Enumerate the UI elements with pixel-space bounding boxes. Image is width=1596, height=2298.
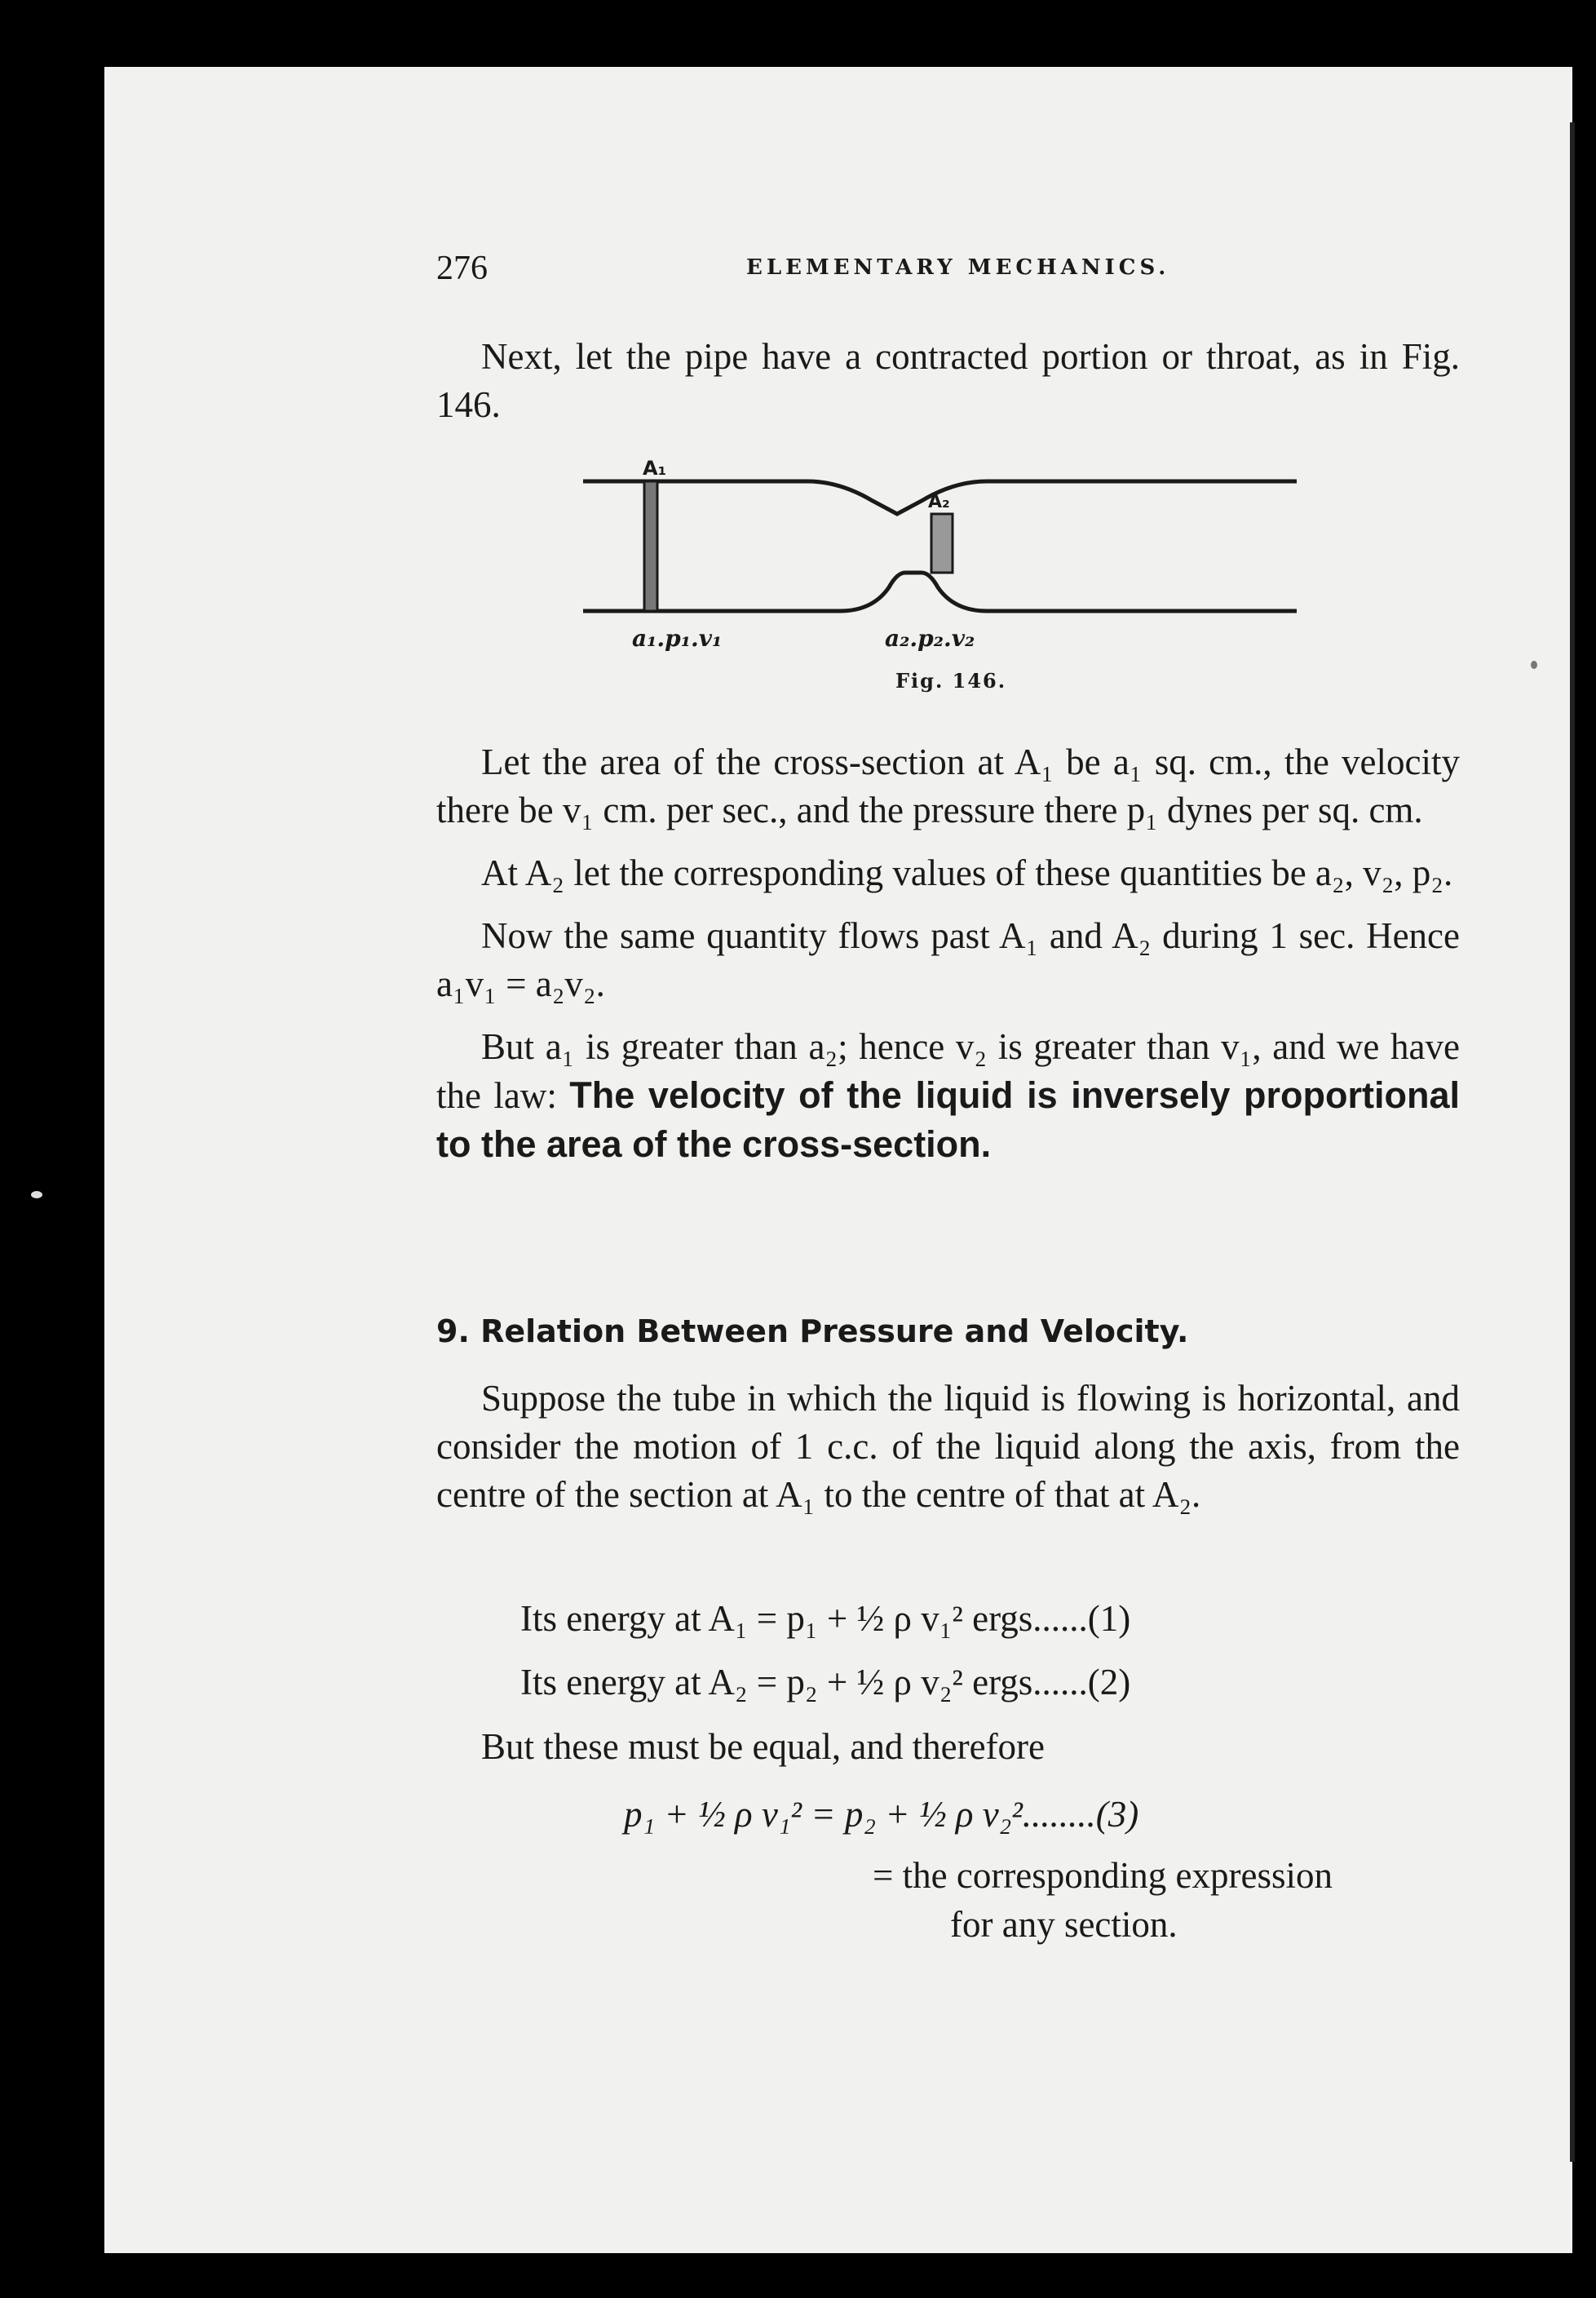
intro-paragraph [436, 333, 1460, 429]
section-heading: 9. Relation Between Pressure and Velocity. [436, 1313, 1189, 1349]
equation-3-tail-line-1: = the corresponding expression [873, 1855, 1333, 1896]
equation-1: Its energy at A₁ = p₁ + ½ ρ v₁² ergs......(1) [520, 1598, 1131, 1639]
page-number: 276 [436, 250, 488, 287]
section-body-text: Suppose the tube in which the liquid is flowing is horizontal, and consider the motion of 1 c.c. of the liquid along the axis, from the centre of the section at A₁ to the centre of that at A₂. [436, 1378, 1460, 1515]
pipe-figure [571, 450, 1305, 671]
body-paragraphs [436, 738, 1460, 1169]
pipe-bottom-wall [583, 573, 1297, 611]
label-a1: A₁ [643, 457, 667, 480]
running-head: ELEMENTARY MECHANICS. [746, 255, 1170, 280]
intro-text: Next, let the pipe have a contracted portion or throat, as in Fig. 146. [436, 336, 1460, 425]
scan-speck-left [31, 1191, 42, 1198]
section-body [436, 1375, 1460, 1519]
paragraph-corresponding-values: At A₂ let the corresponding values of these quantities be a₂, v₂, p₂. [481, 852, 1453, 893]
law-statement: The velocity of the liquid is inversely proportional to the area of the cross-section. [436, 1074, 1461, 1165]
equation-3-tail-line-2: for any section. [950, 1904, 1178, 1945]
paragraph-law [436, 1023, 1460, 1169]
page-header [436, 249, 1460, 298]
label-a2: A₂ [928, 492, 950, 512]
section-a1-band [644, 481, 657, 611]
section-a2-band [931, 514, 953, 573]
label-left-quantities: a₁.p₁.v₁ [632, 625, 723, 652]
therefore-line: But these must be equal, and therefore [481, 1726, 1046, 1767]
label-right-quantities: a₂.p₂.v₂ [885, 625, 975, 652]
law-lead: But a₁ is greater than a₂; hence v₂ is greater than v₁, and we have the law: [436, 1026, 1460, 1116]
scan-speck [1531, 661, 1537, 669]
equation-2: Its energy at A₂ = p₂ + ½ ρ v₂² ergs......(2) [520, 1662, 1131, 1702]
paragraph-area-velocity-pressure: Let the area of the cross-section at A₁ be a₁ sq. cm., the velocity there be v₁ cm. per sec., and the pressure there p₁ dynes per sq. cm. [436, 742, 1460, 830]
paragraph-same-quantity: Now the same quantity flows past A₁ and A₂ during 1 sec. Hence a₁v₁ = a₂v₂. [436, 915, 1460, 1004]
equation-3: p₁ + ½ ρ v₁² = p₂ + ½ ρ v₂²........(3) [624, 1794, 1139, 1835]
page-edge-shadow [1570, 122, 1575, 2162]
figure-caption: Fig. 146. [895, 669, 1007, 693]
